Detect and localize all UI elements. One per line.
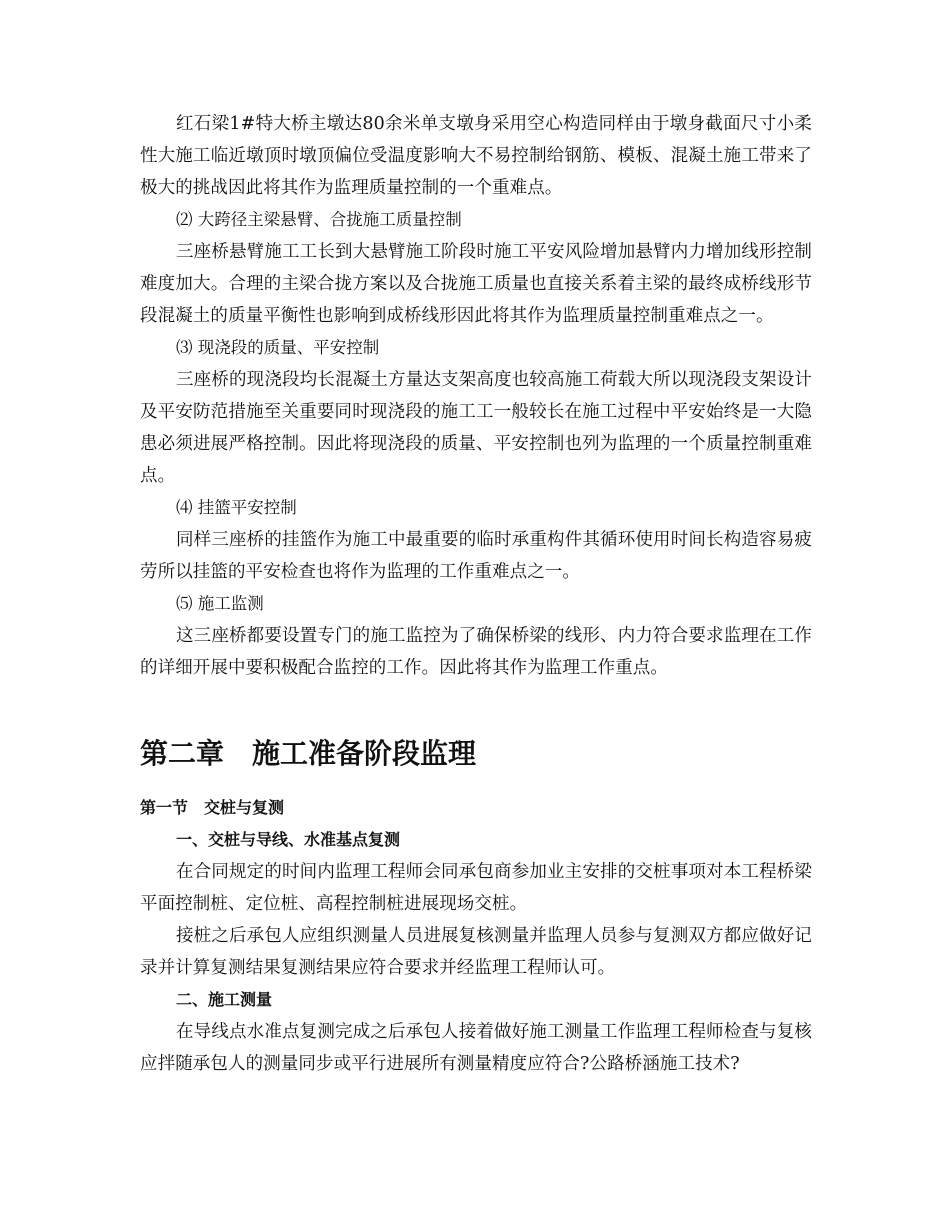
list-item-cantilever-closure: ⑵ 大跨径主梁悬臂、合拢施工质量控制 [176, 210, 462, 229]
paragraph-recheck-survey: 接桩之后承包人应组织测量人员进展复核测量并监理人员参与复测双方都应做好记录并计算复测结果复测结果应符合要求并经监理工程师认可。 [140, 926, 812, 978]
chapter-title: 第二章 施工准备阶段监理 [140, 737, 477, 770]
list-item-hanging-basket: ⑷ 挂篮平安控制 [176, 498, 297, 517]
section-title: 第一节 交桩与复测 [140, 798, 285, 817]
paragraph-cast-in-place: 三座桥的现浇段均长混凝土方量达支架高度也较高施工荷载大所以现浇段支架设计及平安防范措施至关重要同时现浇段的施工工一般较长在施工过程中平安始终是一大隐患必须进展严格控制。因此将现浇段的质量、平安控制也列为监理的一个质量控制重难点。 [140, 370, 812, 486]
paragraph-cantilever-closure: 三座桥悬臂施工工长到大悬臂施工阶段时施工平安风险增加悬臂内力增加线形控制难度加大。合理的主梁合拢方案以及合拢施工质量也直接关系着主梁的最终成桥线形节段混凝土的质量平衡性也影响到成桥线形因此将其作为监理质量控制重难点之一。 [140, 242, 812, 326]
paragraph-hanging-basket: 同样三座桥的挂篮作为施工中最重要的临时承重构件其循环使用时间长构造容易疲劳所以挂篮的平安检查也将作为监理的工作重难点之一。 [140, 530, 812, 582]
document-page [140, 108, 812, 1080]
list-item-monitoring: ⑸ 施工监测 [176, 594, 264, 613]
paragraph-pier-construction: 红石梁1#特大桥主墩达80余米单支墩身采用空心构造同样由于墩身截面尺寸小柔性大施工临近墩顶时墩顶偏位受温度影响大不易控制给钢筋、模板、混凝土施工带来了极大的挑战因此将其作为监理质量控制的一个重难点。 [140, 114, 812, 198]
paragraph-stake-handover: 在合同规定的时间内监理工程师会同承包商参加业主安排的交桩事项对本工程桥梁平面控制桩、定位桩、高程控制桩进展现场交桩。 [140, 862, 812, 914]
subsection-title-stake-handover: 一、交桩与导线、水准基点复测 [176, 830, 401, 849]
list-item-cast-in-place: ⑶ 现浇段的质量、平安控制 [176, 338, 380, 357]
paragraph-monitoring: 这三座桥都要设置专门的施工监控为了确保桥梁的线形、内力符合要求监理在工作的详细开展中要积极配合监控的工作。因此将其作为监理工作重点。 [140, 626, 812, 678]
paragraph-construction-survey: 在导线点水准点复测完成之后承包人接着做好施工测量工作监理工程师检查与复核应拌随承包人的测量同步或平行进展所有测量精度应符合?公路桥涵施工技术? [140, 1022, 812, 1074]
subsection-title-construction-survey: 二、施工测量 [176, 990, 273, 1009]
